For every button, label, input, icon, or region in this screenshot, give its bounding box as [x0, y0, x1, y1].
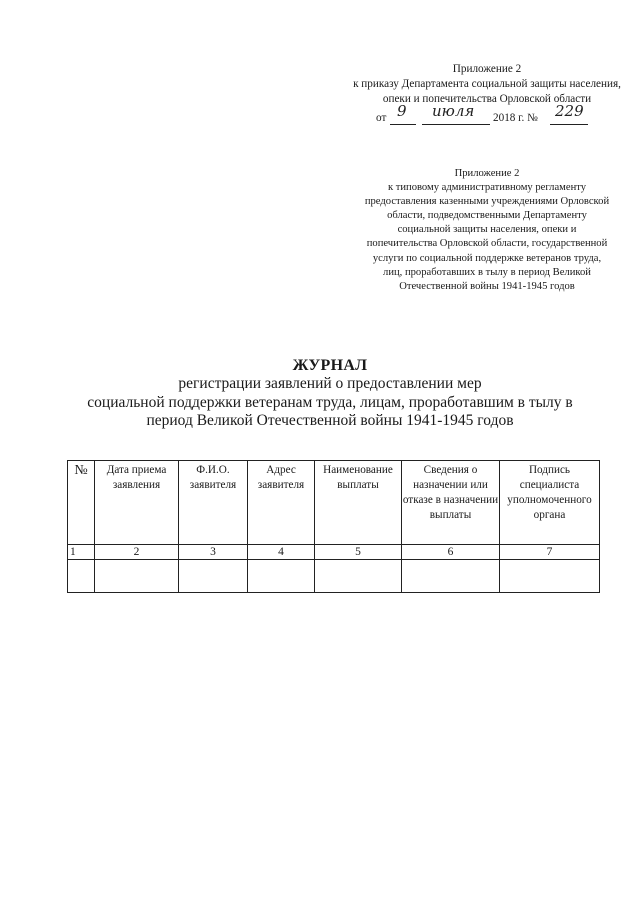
- journal-table: [67, 460, 600, 593]
- order-from-label: от: [376, 112, 387, 124]
- order-day-underline: [390, 124, 416, 125]
- table-cell: [68, 560, 95, 593]
- table-cell: [179, 560, 248, 593]
- appendix-1-block: [352, 62, 622, 126]
- appendix-2-title: Приложение 2: [454, 168, 520, 179]
- table-numbering-row: [68, 545, 600, 560]
- order-day: 9: [397, 102, 407, 120]
- journal-subtitle-line-2: социальной поддержки ветеранам труда, лицам, проработавшим в тылу в: [87, 393, 573, 411]
- column-number: 2: [95, 545, 179, 560]
- header-decision: Сведения о назначении или отказе в назначении выплаты: [402, 461, 500, 545]
- journal-title: ЖУРНАЛ: [292, 357, 368, 374]
- column-number: 5: [315, 545, 402, 560]
- header-payment: Наименование выплаты: [315, 461, 402, 545]
- header-address: Адрес заявителя: [248, 461, 315, 545]
- table-row: [68, 560, 600, 593]
- order-month: июля: [432, 102, 475, 120]
- header-number: №: [68, 461, 95, 545]
- journal-heading: [60, 356, 600, 431]
- table-cell: [248, 560, 315, 593]
- header-signature: Подпись специалиста уполномоченного органа: [500, 461, 600, 545]
- column-number: 1: [68, 545, 95, 560]
- table-cell: [500, 560, 600, 593]
- journal-subtitle-line-1: регистрации заявлений о предоставлении мер: [178, 375, 482, 392]
- column-number: 4: [248, 545, 315, 560]
- table-cell: [315, 560, 402, 593]
- table-cell: [95, 560, 179, 593]
- order-number-underline: [550, 124, 588, 125]
- table-cell: [402, 560, 500, 593]
- appendix-2-text: к типовому административному регламенту предоставления казенными учреждениями Орловской области, подведомственными Департаменту социальной защиты населения, опеки и попечительства Орловской области, государственной услуги по социальной поддержке ветеранов труда, лиц, проработавших в тылу в период Великой Отечественной войны 1941-1945 годов: [364, 182, 610, 292]
- column-number: 7: [500, 545, 600, 560]
- order-number: 229: [555, 102, 584, 120]
- appendix-1-title: Приложение 2: [452, 63, 522, 75]
- header-date: Дата приема заявления: [95, 461, 179, 545]
- appendix-2-block: [362, 167, 612, 294]
- column-number: 3: [179, 545, 248, 560]
- header-name: Ф.И.О. заявителя: [179, 461, 248, 545]
- order-line: [352, 102, 622, 126]
- order-year: 2018 г. №: [493, 112, 538, 124]
- appendix-1-text: к приказу Департамента социальной защиты населения, опеки и попечительства Орловской области: [353, 78, 621, 105]
- journal-subtitle-line-3: период Великой Отечественной войны 1941-1945 годов: [146, 412, 514, 430]
- order-month-underline: [422, 124, 490, 125]
- table-header-row: [68, 461, 600, 545]
- column-number: 6: [402, 545, 500, 560]
